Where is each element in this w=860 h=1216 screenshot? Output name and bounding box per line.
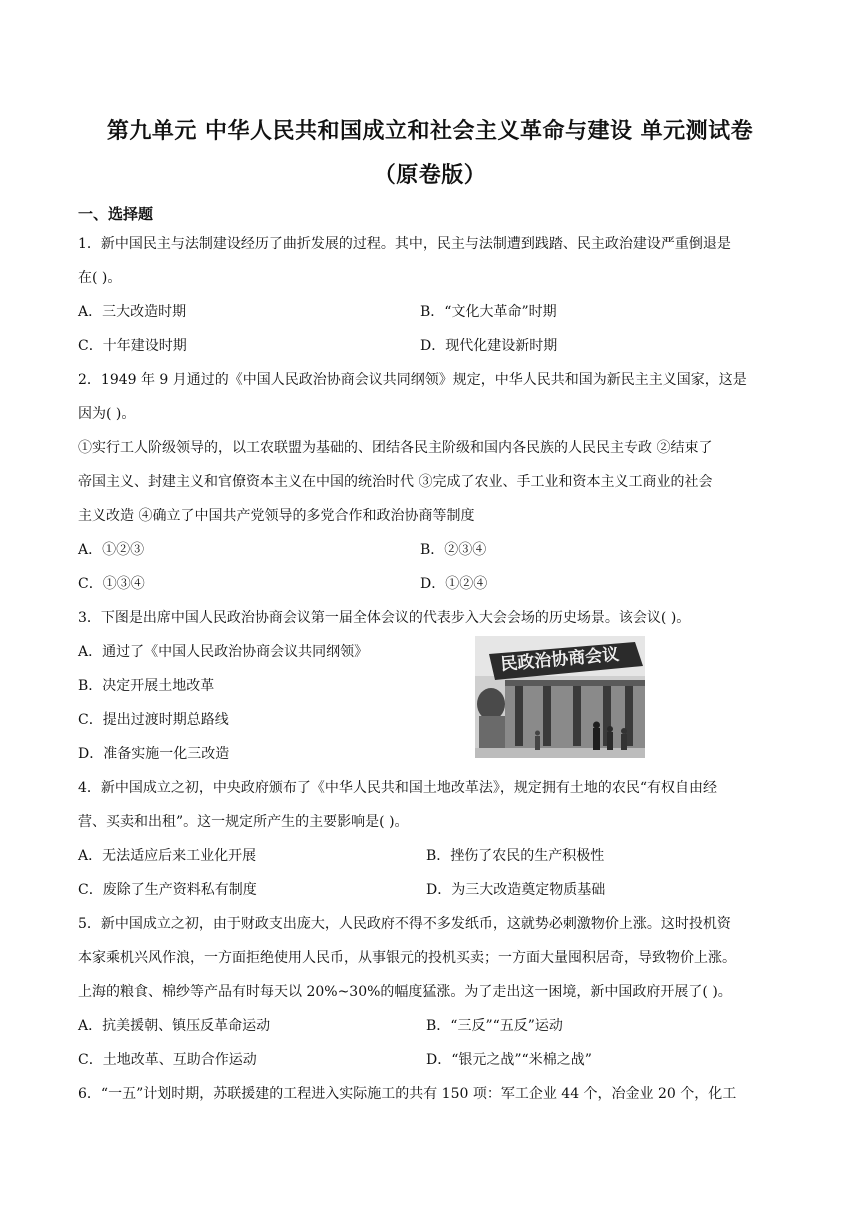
question-4-stem-line-1: 4．新中国成立之初，中央政府颁布了《中华人民共和国土地改革法》，规定拥有土地的农民“有权自由经 bbox=[78, 780, 718, 796]
question-3-option-b: B．决定开展土地改革 bbox=[78, 678, 215, 694]
question-2-option-c: C．①③④ bbox=[78, 576, 145, 592]
photo-banner-text: 民政治协商会议 bbox=[499, 644, 620, 675]
question-2-option-a: A．①②③ bbox=[78, 542, 145, 558]
question-3-option-c: C．提出过渡时期总路线 bbox=[78, 712, 229, 728]
question-2-stem-line-3: ①实行工人阶级领导的，以工农联盟为基础的、团结各民主阶级和国内各民族的人民民主专政 ②结束了 bbox=[78, 440, 713, 456]
question-2-option-b: B．②③④ bbox=[420, 542, 487, 558]
question-2-stem-line-4: 帝国主义、封建主义和官僚资本主义在中国的统治时代 ③完成了农业、手工业和资本主义工商业的社会 bbox=[78, 474, 713, 490]
question-4-option-a: A．无法适应后来工业化开展 bbox=[78, 848, 257, 864]
question-6-stem-line-1: 6．“一五”计划时期，苏联援建的工程进入实际施工的共有 150 项：军工企业 44 个，冶金业 20 个，化工 bbox=[78, 1086, 737, 1102]
question-5-stem-line-2: 本家乘机兴风作浪，一方面拒绝使用人民币，从事银元的投机买卖；一方面大量囤积居奇，导致物价上涨。 bbox=[78, 950, 736, 966]
historical-photo bbox=[475, 636, 645, 758]
question-2-stem-line-5: 主义改造 ④确立了中国共产党领导的多党合作和政治协商等制度 bbox=[78, 508, 475, 524]
question-5-option-d: D．“银元之战”“米棉之战” bbox=[426, 1052, 592, 1068]
question-1-stem-line-2: 在( )。 bbox=[78, 270, 122, 286]
page-subtitle: （原卷版） bbox=[373, 163, 487, 188]
question-1-option-d: D．现代化建设新时期 bbox=[420, 338, 558, 354]
question-3-option-d: D．准备实施一化三改造 bbox=[78, 746, 230, 762]
question-4-stem-line-2: 营、买卖和出租”。这一规定所产生的主要影响是( )。 bbox=[78, 814, 409, 830]
question-5-stem-line-1: 5．新中国成立之初，由于财政支出庞大，人民政府不得不多发纸币，这就势必刺激物价上涨。这时投机资 bbox=[78, 916, 731, 932]
question-1-option-a: A．三大改造时期 bbox=[78, 304, 187, 320]
question-2-stem-line-1: 2．1949 年 9 月通过的《中国人民政治协商会议共同纲领》规定，中华人民共和国为新民主主义国家，这是 bbox=[78, 372, 747, 388]
historical-photo-icon bbox=[475, 636, 645, 758]
question-5-option-a: A．抗美援朝、镇压反革命运动 bbox=[78, 1018, 271, 1034]
question-1-stem-line-1: 1．新中国民主与法制建设经历了曲折发展的过程。其中，民主与法制遭到践踏、民主政治建设严重倒退是 bbox=[78, 236, 731, 252]
question-4-option-c: C．废除了生产资料私有制度 bbox=[78, 882, 257, 898]
question-5-option-c: C．土地改革、互助合作运动 bbox=[78, 1052, 257, 1068]
question-2-stem-line-2: 因为( )。 bbox=[78, 406, 136, 422]
question-2-option-d: D．①②④ bbox=[420, 576, 488, 592]
question-4-option-b: B．挫伤了农民的生产积极性 bbox=[426, 848, 605, 864]
question-3-option-a: A．通过了《中国人民政治协商会议共同纲领》 bbox=[78, 644, 369, 660]
question-5-stem-line-3: 上海的粮食、棉纱等产品有时每天以 20%~30%的幅度猛涨。为了走出这一困境，新中国政府开展了( )。 bbox=[78, 984, 732, 1000]
section-heading: 一、选择题 bbox=[78, 205, 154, 223]
question-5-option-b: B．“三反”“五反”运动 bbox=[426, 1018, 563, 1034]
question-1-option-b: B．“文化大革命”时期 bbox=[420, 304, 557, 320]
question-3-stem-line-1: 3．下图是出席中国人民政治协商会议第一届全体会议的代表步入大会会场的历史场景。该会议( )。 bbox=[78, 610, 691, 626]
question-1-option-c: C．十年建设时期 bbox=[78, 338, 187, 354]
page-title: 第九单元 中华人民共和国成立和社会主义革命与建设 单元测试卷 bbox=[106, 119, 754, 144]
question-4-option-d: D．为三大改造奠定物质基础 bbox=[426, 882, 606, 898]
